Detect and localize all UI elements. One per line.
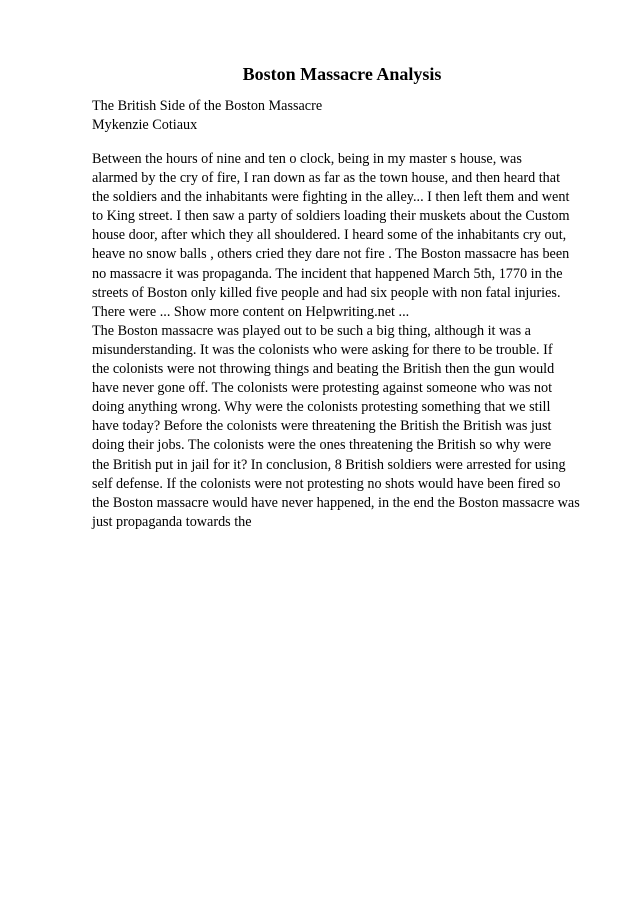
body-line: doing their jobs. The colonists were the ones threatening the British so why were [92,437,552,454]
body-line: self defense. If the colonists were not protesting no shots would have been fired so [92,475,561,492]
body-line: no massacre it was propaganda. The incident that happened March 5th, 1770 in the [92,265,563,282]
body-line: There were ... Show more content on Helpwriting.net ... [92,303,410,320]
body-line: streets of Boston only killed five people and had six people with non fatal injuries. [92,284,561,301]
body-line: the soldiers and the inhabitants were fighting in the alley... I then left them and went [92,189,570,206]
body-line: heave no snow balls , others cried they dare not fire . The Boston massacre has been [92,246,570,263]
body-line: house door, after which they all shouldered. I heard some of the inhabitants cry out, [92,227,567,244]
body-line: misunderstanding. It was the colonists who were asking for there to be trouble. If [92,341,553,358]
document-header [92,97,322,135]
body-line: alarmed by the cry of fire, I ran down as far as the town house, and then heard that [92,170,561,187]
body-line: the British put in jail for it? In conclusion, 8 British soldiers were arrested for using [92,456,566,473]
document-body [92,150,580,532]
body-line: Between the hours of nine and ten o clock, being in my master s house, was [92,151,522,167]
body-line: have today? Before the colonists were threatening the British the British was just [92,418,552,435]
body-line: the colonists were not throwing things and beating the British then the gun would [92,361,555,378]
body-line: The Boston massacre was played out to be such a big thing, although it was a [92,322,531,339]
body-line: just propaganda towards the [92,513,252,530]
document-subtitle: The British Side of the Boston Massacre [92,98,323,114]
document-author: Mykenzie Cotiaux [92,117,198,133]
body-line: the Boston massacre would have never happened, in the end the Boston massacre was [92,494,580,511]
document-title: Boston Massacre Analysis [242,64,442,84]
body-line: to King street. I then saw a party of soldiers loading their muskets about the Custom [92,208,570,225]
body-line: doing anything wrong. Why were the colonists protesting something that we still [92,399,551,416]
body-line: have never gone off. The colonists were protesting against someone who was not [92,380,553,397]
